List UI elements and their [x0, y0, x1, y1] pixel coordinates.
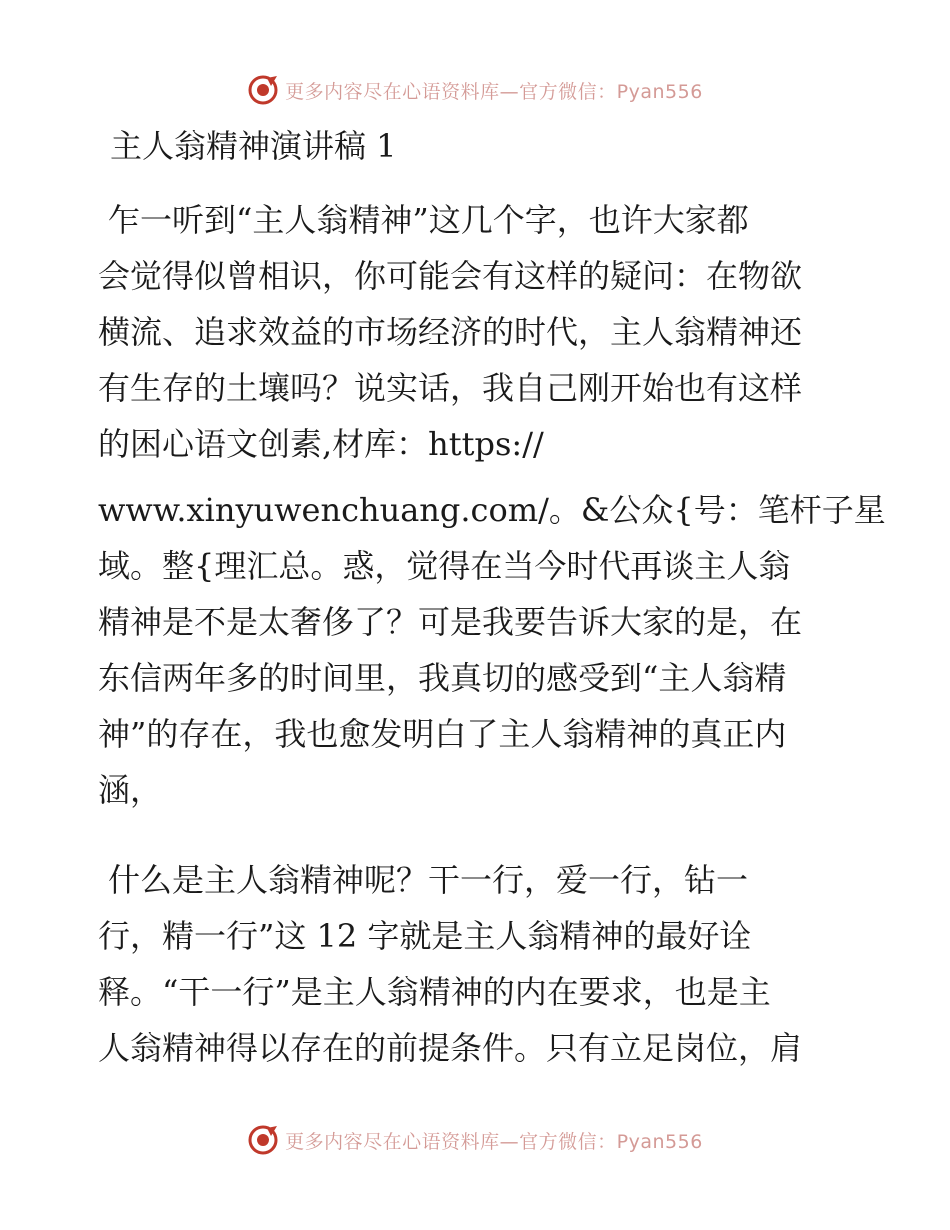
text-line: 神”的存在，我也愈发明白了主人翁精神的真正内: [98, 715, 787, 753]
text-line: 行，精一行”这 12 字就是主人翁精神的最好诠: [98, 917, 752, 955]
text-line: www.xinyuwenchuang.com/。&公众{号：笔杆子星: [98, 491, 886, 529]
text-line: 有生存的土壤吗？说实话，我自己刚开始也有这样: [98, 369, 803, 407]
text-line: 东信两年多的时间里，我真切的感受到“主人翁精: [98, 659, 787, 697]
text-line: 域。整{理汇总。惑，觉得在当今时代再谈主人翁: [98, 547, 791, 585]
text-line: 什么是主人翁精神呢？干一行，爱一行，钻一: [108, 861, 749, 899]
text-line: 精神是不是太奢侈了？可是我要告诉大家的是，在: [98, 603, 803, 641]
text-line: 释。“干一行”是主人翁精神的内在要求，也是主: [98, 973, 771, 1011]
footer-banner: [0, 1122, 950, 1158]
banner-text: 更多内容尽在心语资料库—官方微信：Pyan556: [285, 1130, 703, 1153]
logo-icon: [247, 1124, 279, 1156]
text-line: 的困心语文创素,材库：https://: [98, 425, 544, 463]
text-line: 横流、追求效益的市场经济的时代，主人翁精神还: [98, 313, 803, 351]
text-line: 人翁精神得以存在的前提条件。只有立足岗位，肩: [98, 1029, 803, 1067]
header-banner: [0, 72, 950, 108]
logo-icon: [247, 74, 279, 106]
text-line: 会觉得似曾相识，你可能会有这样的疑问：在物欲: [98, 257, 803, 295]
text-line: 乍一听到“主人翁精神”这几个字，也许大家都: [108, 201, 749, 239]
text-line: 涵，: [98, 771, 163, 809]
document-title: 主人翁精神演讲稿 1: [110, 127, 397, 165]
banner-text: 更多内容尽在心语资料库—官方微信：Pyan556: [285, 80, 703, 103]
